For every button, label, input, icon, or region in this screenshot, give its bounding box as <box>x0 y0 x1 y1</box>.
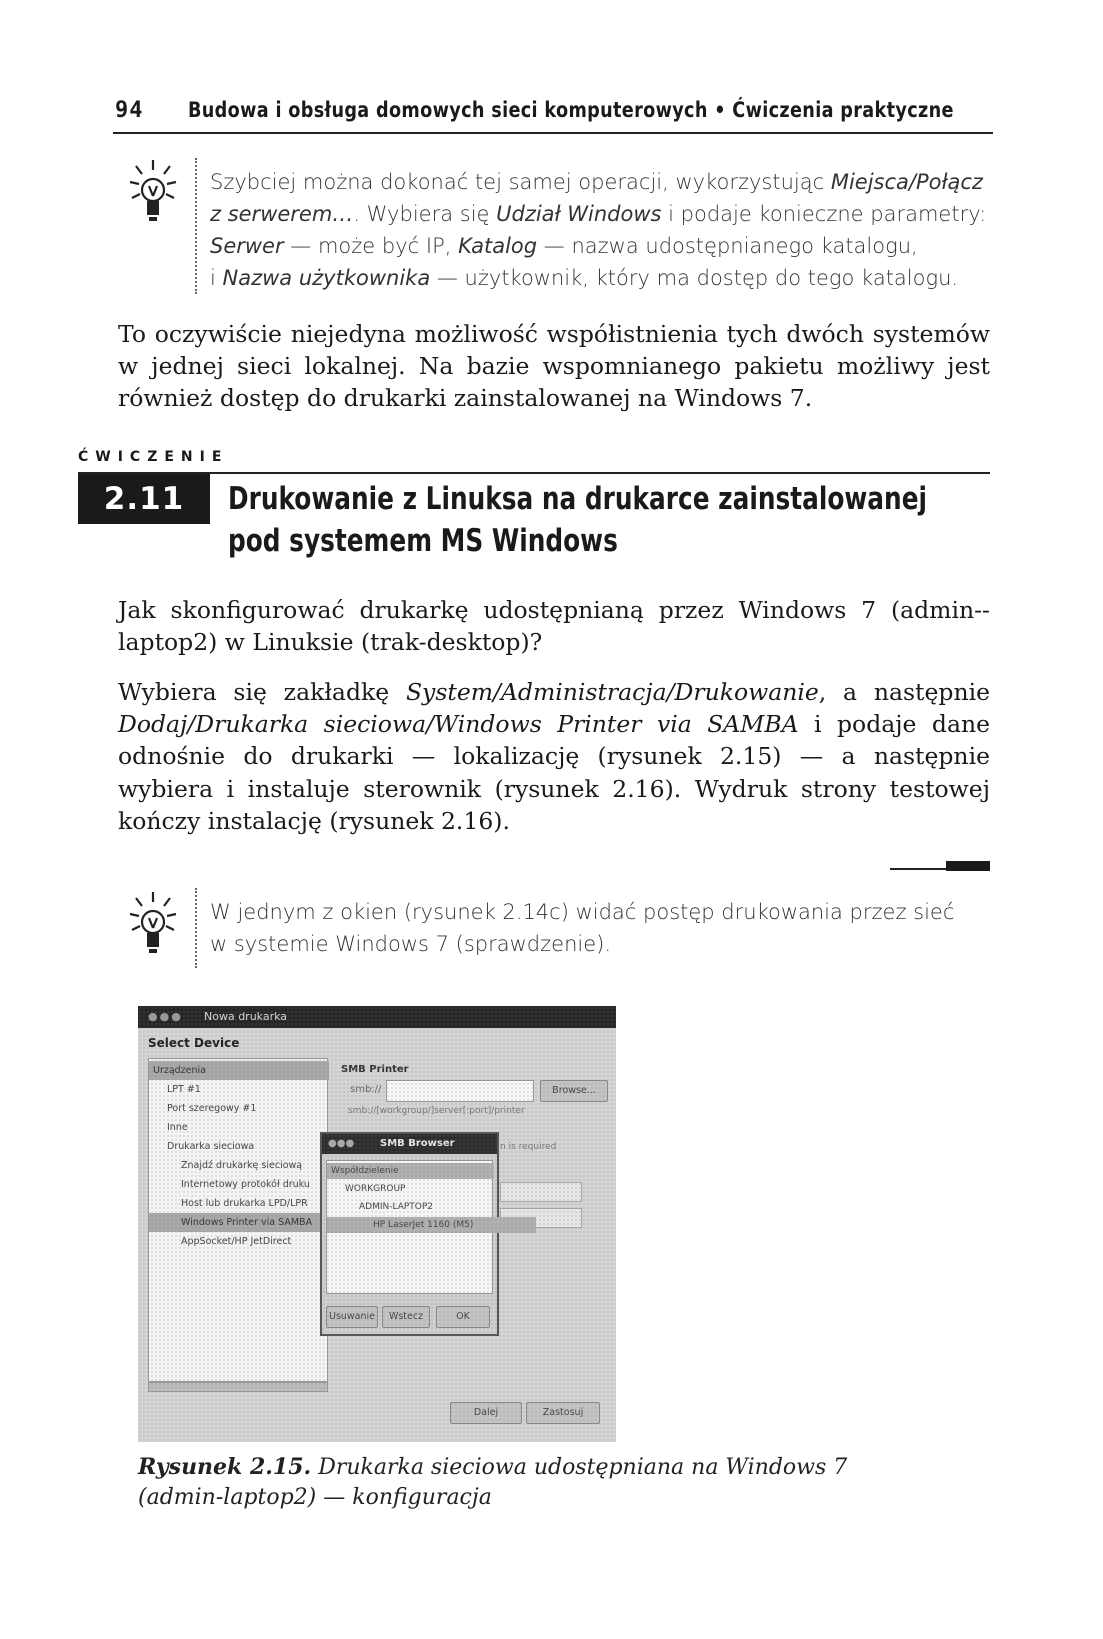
figure-screenshot <box>138 1006 616 1442</box>
running-header-title: Budowa i obsługa domowych sieci komputerowych • Ćwiczenia praktyczne <box>188 98 954 122</box>
exercise-rule <box>78 472 990 474</box>
back-button[interactable]: Wstecz <box>382 1306 430 1328</box>
list-item[interactable]: WORKGROUP <box>345 1184 406 1194</box>
select-device-heading: Select Device <box>148 1036 240 1050</box>
exercise-number: 2.11 <box>78 474 210 524</box>
required-hint: n is required <box>500 1142 557 1152</box>
smb-browser-dialog <box>320 1132 499 1336</box>
forward-button[interactable]: Dalej <box>450 1402 522 1424</box>
exercise-title: Drukowanie z Linuksa na drukarce zainstalowanej pod systemem MS Windows <box>228 481 928 559</box>
tree-item[interactable]: Host lub drukarka LPD/LPR <box>181 1198 308 1209</box>
dialog-title: SMB Browser <box>380 1138 455 1149</box>
apply-button[interactable]: Zastosuj <box>526 1402 600 1424</box>
exercise-question: Jak skonfigurować drukarkę udostępnianą przez Windows 7 (admin--laptop2) w Linuksie (trak-desktop)? <box>118 596 990 657</box>
browse-button[interactable]: Browse... <box>540 1080 608 1102</box>
smb-uri-hint: smb://[workgroup/]server[:port]/printer <box>348 1106 525 1116</box>
tip-note: Szybciej można dokonać tej samej operacji, wykorzystując Miejsca/Połącz z serwerem…. Wybiera się Udział Windows i podaje konieczne parametry: Serwer — może być IP, Katalog — nazwa udostępnianego katalogu, i Nazwa użytkownika — użytkownik, który ma dostęp do tego katalogu. <box>210 170 987 290</box>
tree-item[interactable]: Drukarka sieciowa <box>167 1141 255 1152</box>
window-controls-icon: ●●● <box>148 1010 183 1023</box>
smb-printer-heading: SMB Printer <box>341 1064 409 1075</box>
cancel-button[interactable]: Usuwanie <box>326 1306 378 1328</box>
figure-caption: Rysunek 2.15. Drukarka sieciowa udostępniana na Windows 7 (admin-laptop2) — konfiguracja <box>138 1454 848 1510</box>
smb-prefix: smb:// <box>350 1084 382 1095</box>
window-controls-icon: ●●● <box>328 1138 355 1149</box>
tip-divider <box>195 158 197 294</box>
smb-uri-input[interactable] <box>386 1080 534 1102</box>
tree-item[interactable]: Urządzenia <box>149 1061 329 1080</box>
exercise-label: ĆWICZENIE <box>78 449 229 465</box>
tree-item[interactable]: LPT #1 <box>167 1084 201 1095</box>
tree-item[interactable]: Windows Printer via SAMBA <box>149 1213 357 1232</box>
tree-item[interactable]: AppSocket/HP JetDirect <box>181 1236 292 1247</box>
lightbulb-icon <box>128 890 178 962</box>
lightbulb-icon <box>128 158 178 230</box>
window-title: Nowa drukarka <box>204 1010 288 1023</box>
tip-divider <box>195 888 197 968</box>
tree-item[interactable]: Port szeregowy #1 <box>167 1103 257 1114</box>
tree-item[interactable]: Internetowy protokół druku <box>181 1179 310 1190</box>
dialog-titlebar <box>322 1134 497 1154</box>
body-paragraph: To oczywiście niejedyna możliwość współistnienia tych dwóch systemów w jednej sieci lokalnej. Na bazie wspomnianego pakietu możliwy jest również dostęp do drukarki zainstalowanej na Windows 7. <box>118 320 990 413</box>
ok-button[interactable]: OK <box>436 1306 490 1328</box>
page-number: 94 <box>115 98 144 123</box>
exercise-end-line <box>890 868 950 870</box>
tree-item[interactable]: Znajdź drukarkę sieciową <box>181 1160 303 1171</box>
list-item[interactable]: ADMIN-LAPTOP2 <box>359 1202 434 1212</box>
header-rule <box>113 132 993 134</box>
list-item[interactable]: HP LaserJet 1160 (M5) <box>327 1217 536 1233</box>
exercise-answer: Wybiera się zakładkę System/Administracja/Drukowanie, a następnie Dodaj/Drukarka sieciowa/Windows Printer via SAMBA i podaje dane odnośnie do drukarki — lokalizację (rysunek 2.15) — a następnie wybiera i instaluje sterownik (rysunek 2.16). Wydruk strony testowej kończy instalację (rysunek 2.16). <box>118 678 991 835</box>
tree-scrollbar[interactable] <box>148 1382 328 1392</box>
tip-note: W jednym z okien (rysunek 2.14c) widać postęp drukowania przez sieć w systemie Windows 7 (sprawdzenie). <box>210 900 955 956</box>
share-list <box>326 1160 493 1294</box>
list-item[interactable]: Współdzielenie <box>327 1163 494 1179</box>
tree-item[interactable]: Inne <box>167 1122 188 1133</box>
window-titlebar <box>138 1006 616 1028</box>
device-tree <box>148 1058 328 1382</box>
exercise-end-marker <box>946 861 990 871</box>
